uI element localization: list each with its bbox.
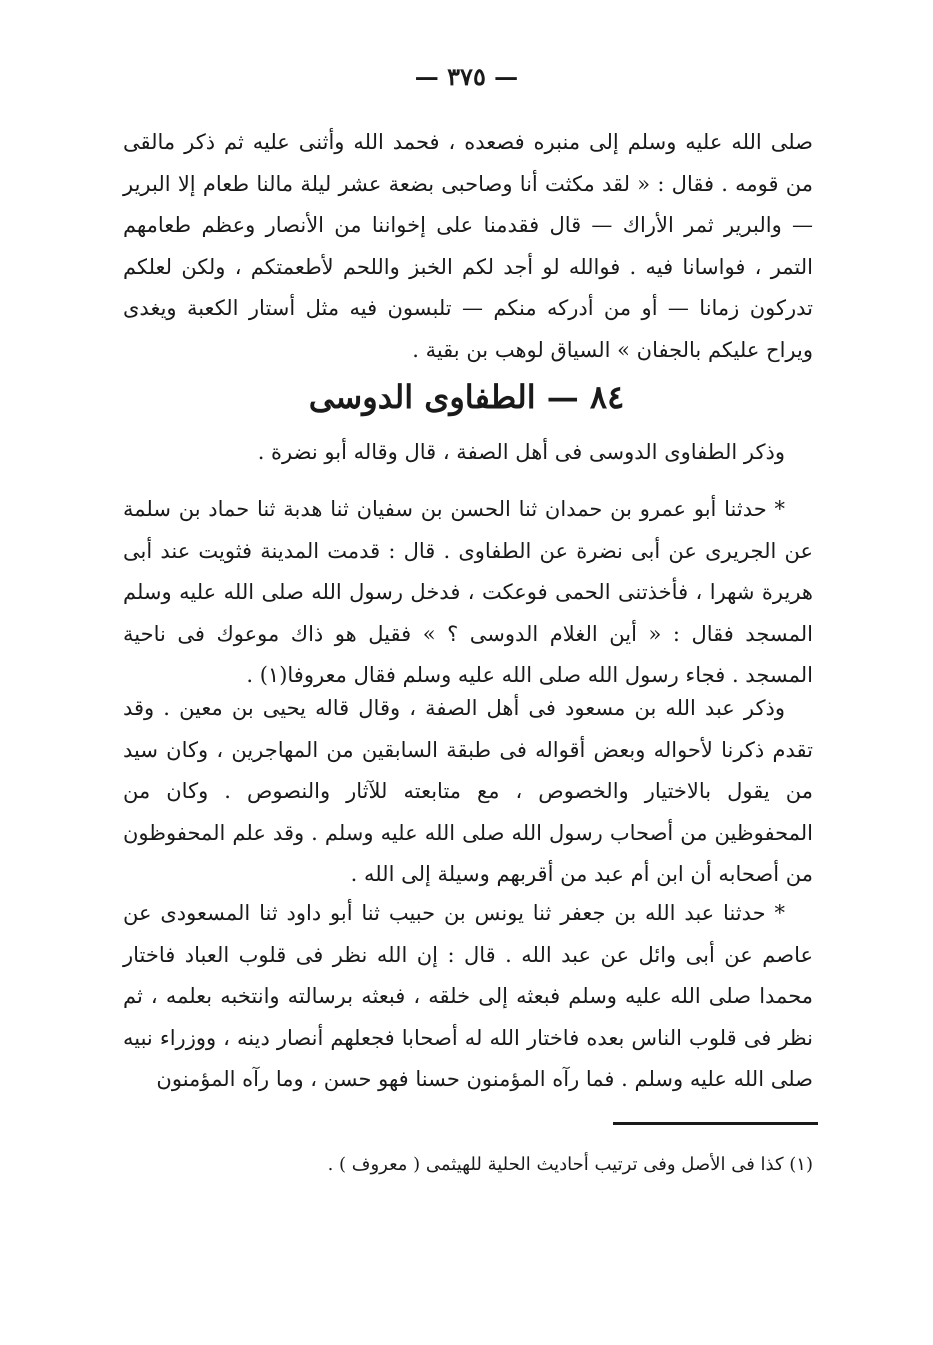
ibn-masud-paragraph [123, 688, 813, 896]
tufawi-mention-text: وذكر الطفاوى الدوسى فى أهل الصفة ، قال وقاله أبو نضرة . [257, 440, 785, 464]
page-number: — ٣٧٥ — [414, 62, 519, 91]
hadith-ibn-masud-text: * حدثنا عبد الله بن جعفر ثنا يونس بن حبيب ثنا أبو داود ثنا المسعودى عن عاصم عن أبى وائل عن عبد الله . قال : إن الله نظر فى قلوب العباد فاختار محمدا صلى الله عليه وسلم فبعثه إلى خلقه ، فبعثه برسالته وانتخبه بعلمه ، ثم نظر فى قلوب الناس بعده فاختار الله له أصحابا فجعلهم أنصار دينه ، ووزراء نبيه صلى الله عليه وسلم . فما رآه المؤمنون حسنا فهو حسن ، وما رآه المؤمنون [123, 901, 813, 1091]
hadith-tufawi-paragraph [123, 489, 813, 697]
ibn-masud-text: وذكر عبد الله بن مسعود فى أهل الصفة ، وقال قاله يحيى بن معين . وقد تقدم ذكرنا لأحواله وبعض أقواله فى طبقة السابقين من المهاجرين ، وكان سيد من يقول بالاختيار والخصوص ، مع متابعته للآثار والنصوص . وكان من المحفوظين من أصحاب رسول الله صلى الله عليه وسلم . وقد علم المحفوظون من أصحابه أن ابن أم عبد من أقربهم وسيلة إلى الله . [123, 696, 813, 886]
footnote-divider [613, 1122, 818, 1125]
hadith-ibn-masud-paragraph [123, 893, 813, 1101]
hadith-tufawi-text: * حدثنا أبو عمرو بن حمدان ثنا الحسن بن سفيان ثنا هدبة ثنا حماد بن سلمة عن الجريرى عن أبى نضرة عن الطفاوى . قال : قدمت المدينة فثويت عند أبى هريرة شهرا ، فأخذتنى الحمى فوعكت ، فدخل رسول الله صلى الله عليه وسلم المسجد فقال : « أين الغلام الدوسى ؟ » فقيل هو ذاك موعوك فى ناحية المسجد . فجاء رسول الله صلى الله عليه وسلم فقال معروفا(١) . [123, 497, 813, 687]
intro-paragraph [123, 122, 813, 371]
tufawi-mention-paragraph [123, 432, 813, 474]
chapter-heading: ٨٤ — الطفاوى الدوسى [308, 378, 625, 416]
intro-paragraph-text: صلى الله عليه وسلم إلى منبره فصعده ، فحمد الله وأثنى عليه ثم ذكر مالقى من قومه . فقال : « لقد مكثت أنا وصاحبى بضعة عشر ليلة مالنا طعام إلا البرير — والبرير ثمر الأراك — قال فقدمنا على إخواننا من الأنصار وعظم طعامهم التمر ، فواسانا فيه . فوالله لو أجد لكم الخبز واللحم لأطعمتكم ، ولكن لعلكم تدركون زمانا — أو من أدركه منكم — تلبسون فيه مثل أستار الكعبة ويغدى ويراح عليكم بالجفان » السياق لوهب بن بقية . [123, 130, 813, 362]
footnote: (١) كذا فى الأصل وفى ترتيب أحاديث الحلية للهيثمى ( معروف ) . [327, 1154, 813, 1175]
